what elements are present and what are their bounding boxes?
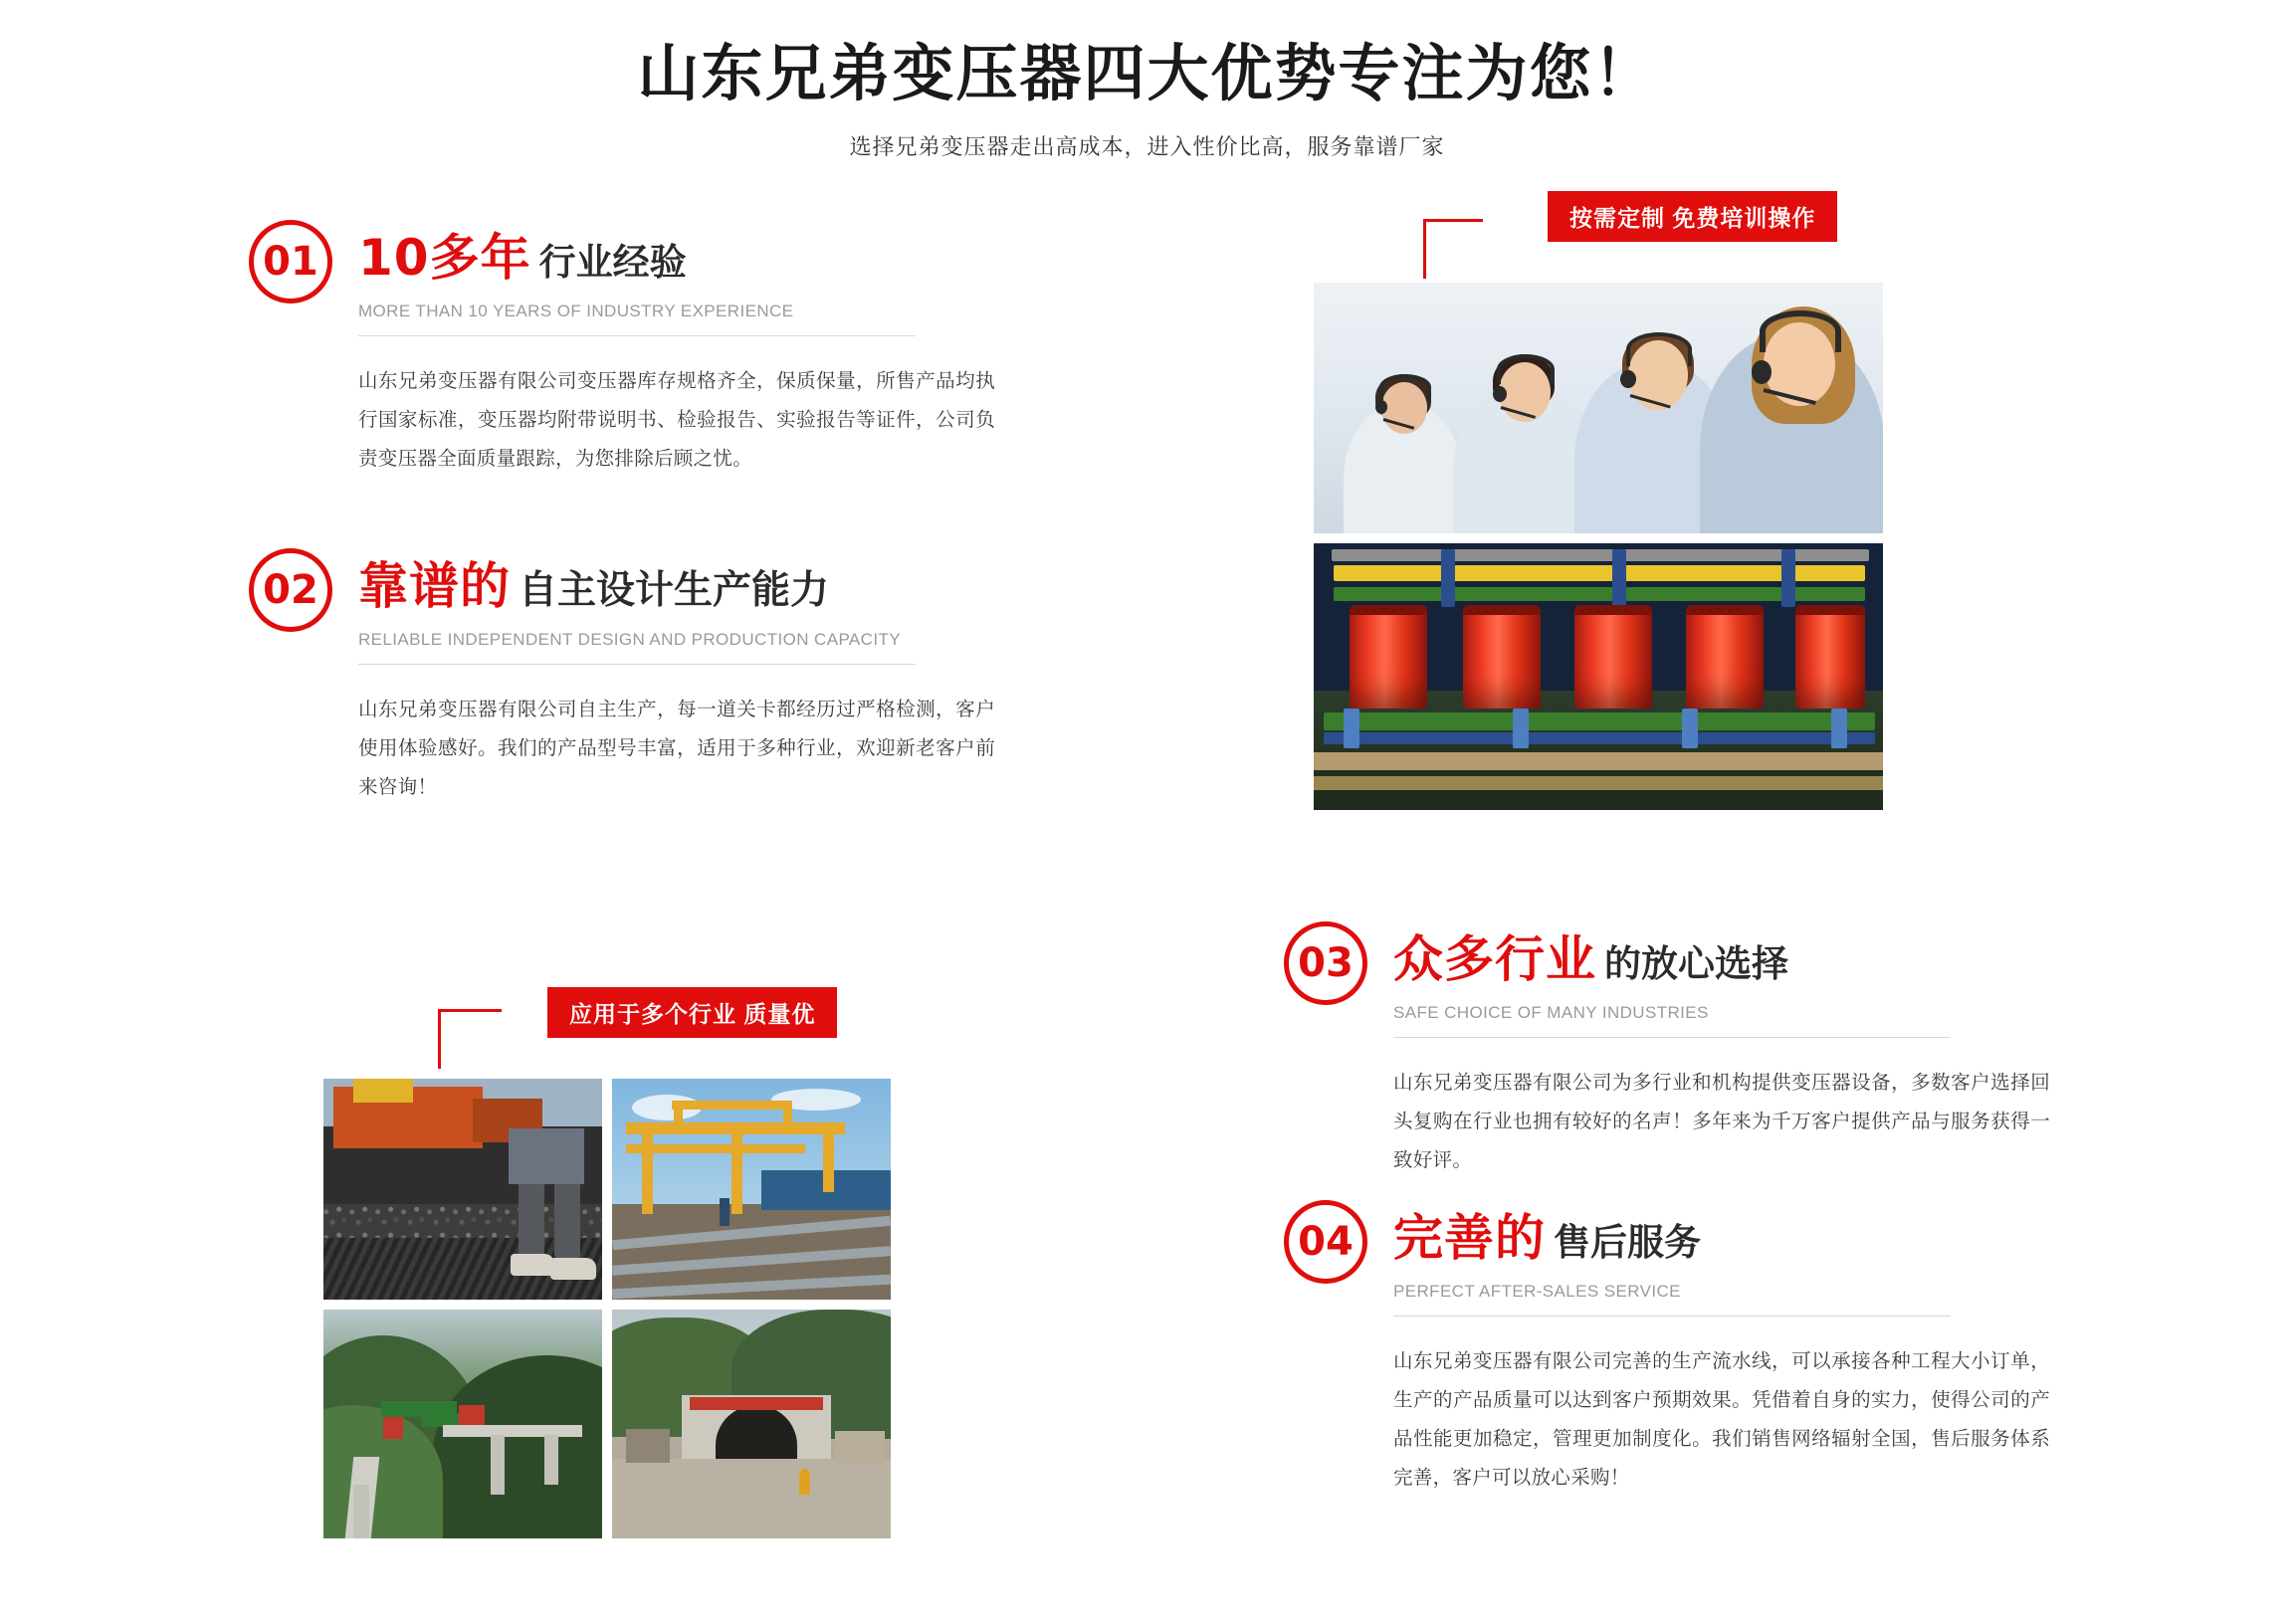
tag-custom-training: 按需定制 免费培训操作 <box>1548 191 1837 242</box>
feature-block-04 <box>1284 1196 2050 1498</box>
image-tunnel <box>612 1310 891 1538</box>
feature-01-title-en: MORE THAN 10 YEARS OF INDUSTRY EXPERIENCE <box>358 302 916 336</box>
image-group-top-right <box>1314 191 1911 808</box>
feature-02-title-dark: 自主设计生产能力 <box>519 568 830 614</box>
image-mountain-bridge <box>323 1310 602 1538</box>
tag-pointer-line-bottom <box>438 1009 502 1069</box>
page-title: 山东兄弟变压器四大优势专注为您！ <box>637 37 1657 109</box>
feature-03-title-en: SAFE CHOICE OF MANY INDUSTRIES <box>1393 1003 1951 1038</box>
feature-block-03 <box>1284 917 2050 1180</box>
feature-01-title-dark: 行业经验 <box>538 241 687 285</box>
feature-block-01 <box>249 216 995 479</box>
feature-04-title-en: PERFECT AFTER-SALES SERVICE <box>1393 1282 1951 1317</box>
image-group-bottom-left <box>299 987 916 1624</box>
feature-03-title-red: 众多行业 <box>1393 930 1596 989</box>
feature-02-number: 02 <box>249 548 332 632</box>
feature-02-title-en: RELIABLE INDEPENDENT DESIGN AND PRODUCTION CAPACITY <box>358 630 916 665</box>
page-header <box>0 0 2294 161</box>
feature-01-heading <box>358 216 916 336</box>
feature-03-body: 山东兄弟变压器有限公司为多行业和机构提供变压器设备，多数客户选择回头复购在行业也拥有较好的名声！多年来为千万客户提供产品与服务获得一致好评。 <box>1393 1072 2050 1172</box>
feature-01-number: 01 <box>249 220 332 304</box>
image-transformer <box>1314 543 1883 810</box>
feature-04-title-dark: 售后服务 <box>1554 1221 1701 1265</box>
feature-03-heading <box>1393 917 1951 1038</box>
feature-04-title-red: 完善的 <box>1393 1209 1546 1268</box>
feature-02-head <box>249 544 906 665</box>
feature-block-02 <box>249 544 995 807</box>
image-paving <box>323 1079 602 1300</box>
feature-01-head <box>249 216 906 336</box>
image-call-center <box>1314 283 1883 533</box>
feature-02-heading <box>358 544 916 665</box>
feature-04-head <box>1284 1196 1941 1317</box>
tag-multi-industry: 应用于多个行业 质量优 <box>547 987 837 1038</box>
feature-01-title-red: 10多年 <box>358 229 531 288</box>
feature-02-title-red: 靠谱的 <box>358 557 511 616</box>
image-gantry-crane <box>612 1079 891 1300</box>
feature-04-number: 04 <box>1284 1200 1367 1284</box>
feature-04-heading <box>1393 1196 1951 1317</box>
content-area <box>0 161 2294 1534</box>
feature-01-body: 山东兄弟变压器有限公司变压器库存规格齐全，保质保量，所售产品均执行国家标准，变压器均附带说明书、检验报告、实验报告等证件，公司负责变压器全面质量跟踪，为您排除后顾之忧。 <box>358 370 995 471</box>
feature-02-body: 山东兄弟变压器有限公司自主生产，每一道关卡都经历过严格检测，客户使用体验感好。我们的产品型号丰富，适用于多种行业，欢迎新老客户前来咨询！ <box>358 699 995 799</box>
feature-04-body: 山东兄弟变压器有限公司完善的生产流水线，可以承接各种工程大小订单，生产的产品质量可以达到客户预期效果。凭借着自身的实力，使得公司的产品性能更加稳定，管理更加制度化。我们销售网络辐射全国，售后服务体系完善，客户可以放心采购！ <box>1393 1350 2050 1490</box>
tag-pointer-line-top <box>1423 219 1483 279</box>
feature-03-head <box>1284 917 1941 1038</box>
feature-03-title-dark: 的放心选择 <box>1604 942 1788 986</box>
page-subtitle: 选择兄弟变压器走出高成本，进入性价比高，服务靠谱厂家 <box>849 134 1445 160</box>
feature-03-number: 03 <box>1284 921 1367 1005</box>
